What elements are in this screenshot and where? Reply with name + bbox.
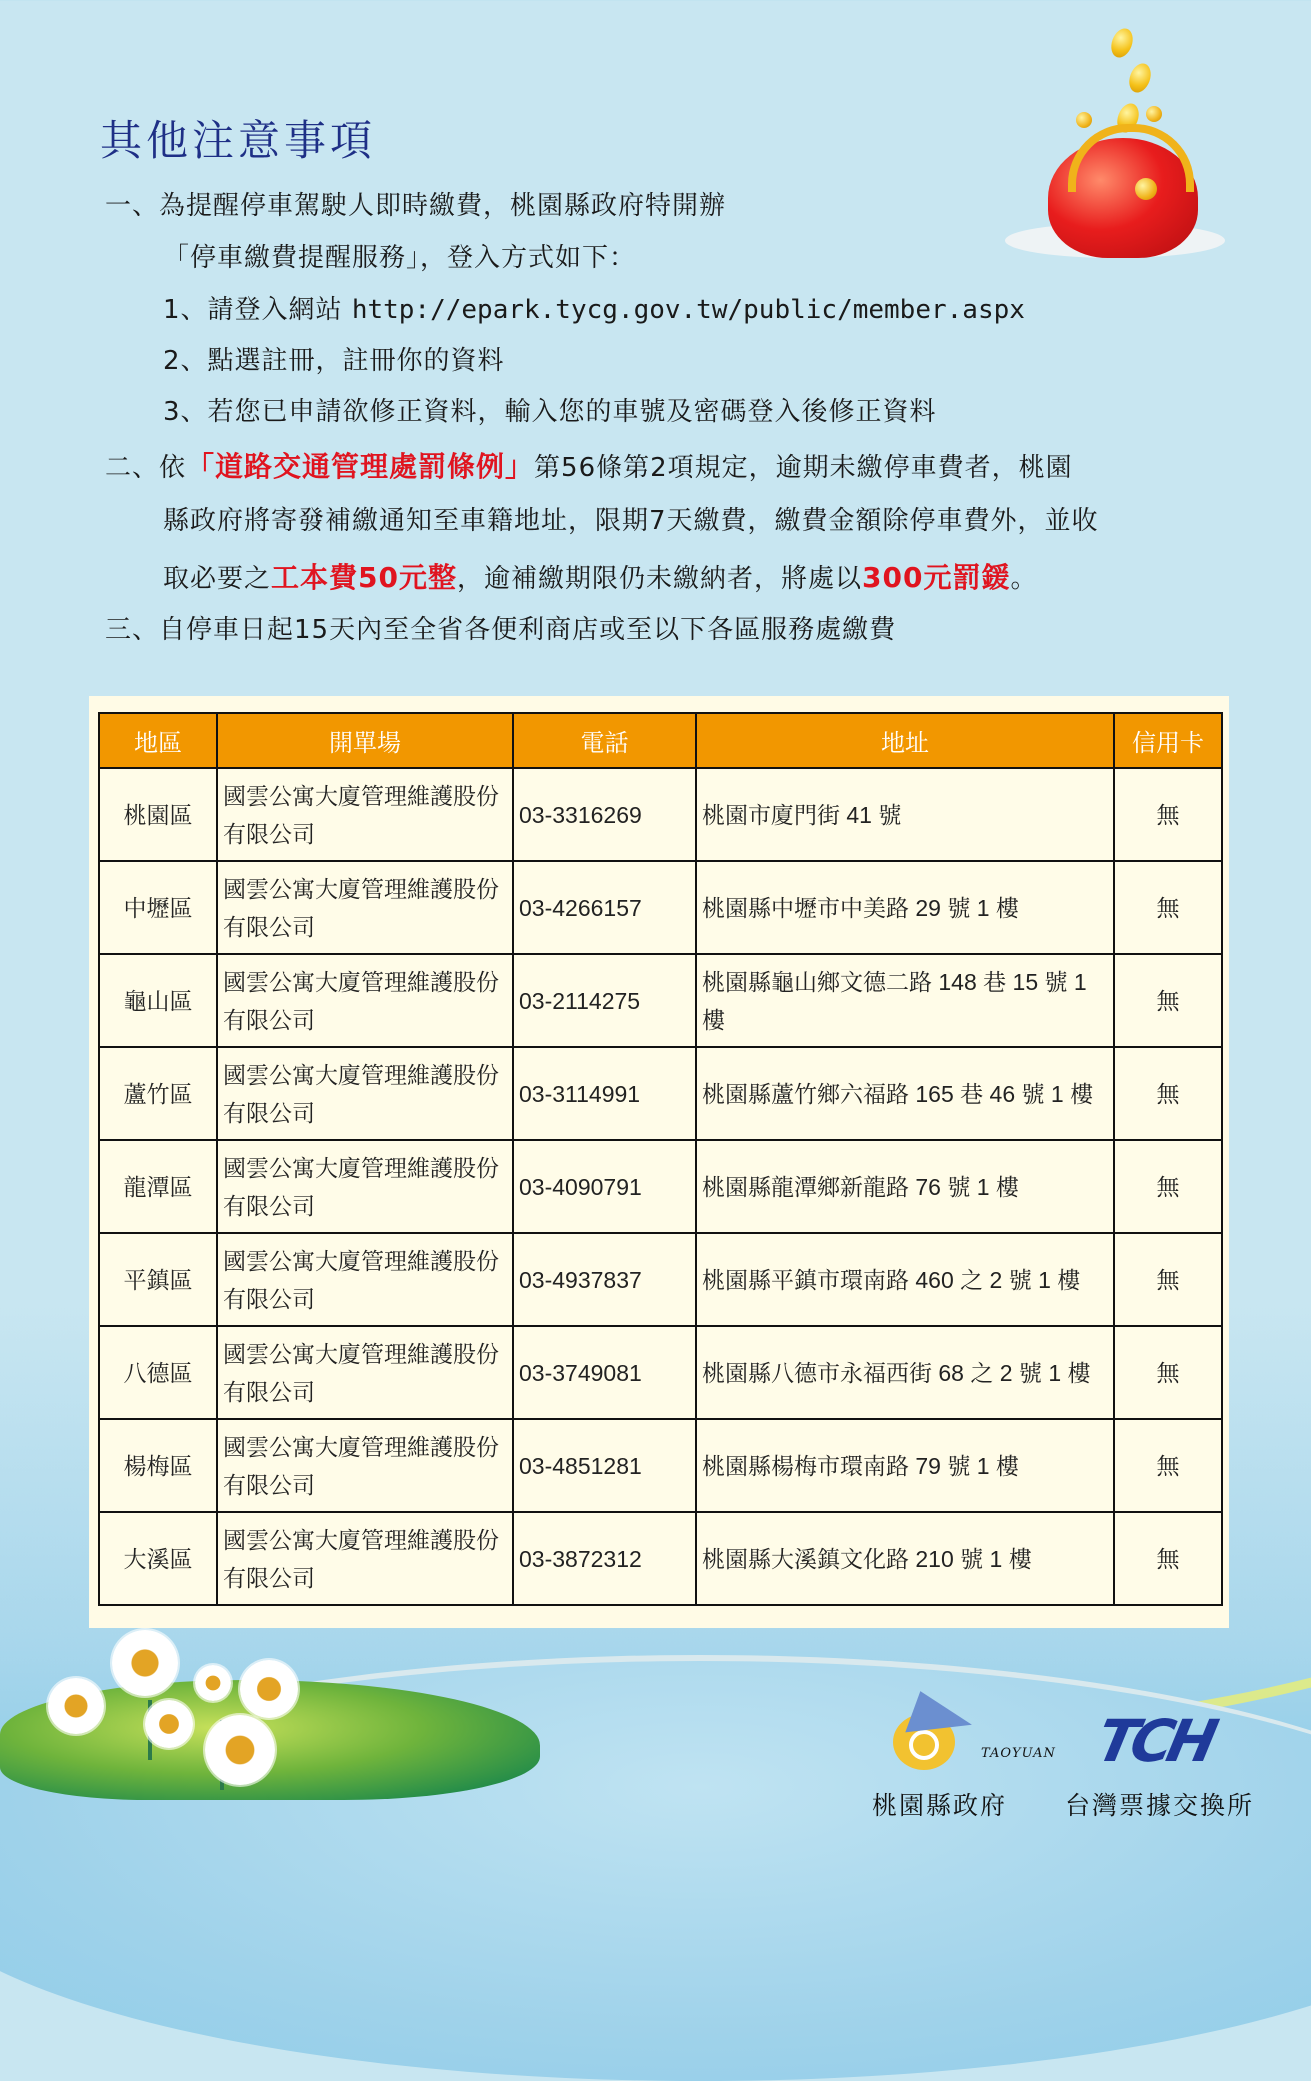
cell-address: 桃園縣中壢市中美路 29 號 1 樓	[696, 861, 1114, 954]
header-operator: 開單場	[217, 713, 513, 768]
step1-label: 1、請登入網站	[163, 295, 352, 325]
header-credit-card: 信用卡	[1114, 713, 1222, 768]
cell-operator: 國雲公寓大廈管理維護股份有限公司	[217, 768, 513, 861]
section2-line1-rest: 第56條第2項規定，逾期未繳停車費者，桃園	[534, 453, 1073, 483]
table-header-row	[99, 713, 1222, 768]
cell-region: 八德區	[99, 1326, 217, 1419]
section3-line: 三、自停車日起15天內至全省各便利商店或至以下各區服務處繳費	[105, 615, 897, 645]
processing-fee: 工本費50元整	[271, 561, 457, 594]
table-row	[99, 861, 1222, 954]
cell-phone: 03-4090791	[513, 1140, 696, 1233]
cell-credit-card: 無	[1114, 954, 1222, 1047]
table-row	[99, 1233, 1222, 1326]
daisy-flower-icon	[145, 1700, 193, 1748]
cell-phone: 03-4851281	[513, 1419, 696, 1512]
section2-prefix: 二、依	[105, 453, 187, 483]
taoyuan-wordmark: TAOYUAN	[981, 1746, 1056, 1761]
cell-phone: 03-4266157	[513, 861, 696, 954]
cell-credit-card: 無	[1114, 768, 1222, 861]
daisy-flower-icon	[112, 1630, 178, 1696]
law-name: 「道路交通管理處罰條例」	[186, 450, 535, 483]
section2-line3-c: 。	[1010, 564, 1038, 594]
cell-operator: 國雲公寓大廈管理維護股份有限公司	[217, 1233, 513, 1326]
cell-region: 中壢區	[99, 861, 217, 954]
table-row	[99, 954, 1222, 1047]
cell-phone: 03-2114275	[513, 954, 696, 1047]
cell-address: 桃園縣龜山鄉文德二路 148 巷 15 號 1 樓	[696, 954, 1114, 1047]
header-region: 地區	[99, 713, 217, 768]
coin-icon	[1125, 60, 1154, 95]
clasp-knob	[1146, 106, 1162, 122]
purse-clasp	[1068, 124, 1194, 192]
service-office-table	[98, 712, 1223, 1606]
cell-address: 桃園縣楊梅市環南路 79 號 1 樓	[696, 1419, 1114, 1512]
cell-phone: 03-3114991	[513, 1047, 696, 1140]
section2-line3	[163, 556, 1037, 596]
daisy-flower-icon	[48, 1678, 104, 1734]
daisy-flower-icon	[205, 1715, 275, 1785]
cell-credit-card: 無	[1114, 1047, 1222, 1140]
cell-address: 桃園縣龍潭鄉新龍路 76 號 1 樓	[696, 1140, 1114, 1233]
taiwan-clearing-house-label: 台灣票據交換所	[1065, 1791, 1255, 1820]
cell-address: 桃園縣平鎮市環南路 460 之 2 號 1 樓	[696, 1233, 1114, 1326]
section2-line2: 縣政府將寄發補繳通知至車籍地址，限期7天繳費，繳費金額除停車費外，並收	[163, 506, 1099, 536]
cell-operator: 國雲公寓大廈管理維護股份有限公司	[217, 1326, 513, 1419]
cell-operator: 國雲公寓大廈管理維護股份有限公司	[217, 954, 513, 1047]
clasp-knob	[1076, 112, 1092, 128]
section1-line2: 「停車繳費提醒服務」，登入方式如下：	[163, 243, 637, 273]
cell-address: 桃園縣八德市永福西街 68 之 2 號 1 樓	[696, 1326, 1114, 1419]
cell-region: 蘆竹區	[99, 1047, 217, 1140]
clasp-knob	[1135, 178, 1157, 200]
cell-operator: 國雲公寓大廈管理維護股份有限公司	[217, 1047, 513, 1140]
cell-region: 龍潭區	[99, 1140, 217, 1233]
section2-line1	[105, 445, 1073, 485]
cell-region: 桃園區	[99, 768, 217, 861]
cell-phone: 03-3316269	[513, 768, 696, 861]
cell-address: 桃園縣大溪鎮文化路 210 號 1 樓	[696, 1512, 1114, 1605]
cell-credit-card: 無	[1114, 861, 1222, 954]
tch-logo: TCH	[1090, 1707, 1218, 1775]
cell-credit-card: 無	[1114, 1233, 1222, 1326]
cell-credit-card: 無	[1114, 1419, 1222, 1512]
section1-line1: 一、為提醒停車駕駛人即時繳費，桃園縣政府特開辦	[105, 191, 727, 221]
cell-credit-card: 無	[1114, 1140, 1222, 1233]
member-url-link[interactable]: http://epark.tycg.gov.tw/public/member.aspx	[351, 295, 1025, 325]
cell-operator: 國雲公寓大廈管理維護股份有限公司	[217, 1419, 513, 1512]
cell-region: 平鎮區	[99, 1233, 217, 1326]
table-row	[99, 1419, 1222, 1512]
coin-icon	[1107, 25, 1136, 60]
cell-address: 桃園市廈門街 41 號	[696, 768, 1114, 861]
cell-region: 龜山區	[99, 954, 217, 1047]
cell-region: 大溪區	[99, 1512, 217, 1605]
cell-phone: 03-4937837	[513, 1233, 696, 1326]
table-row	[99, 1047, 1222, 1140]
daisy-flower-icon	[240, 1660, 298, 1718]
table-row	[99, 768, 1222, 861]
table-row	[99, 1140, 1222, 1233]
section1-step1	[163, 289, 1025, 326]
section2-line3-b: ，逾補繳期限仍未繳納者，將處以	[456, 564, 862, 594]
section1-step2: 2、點選註冊，註冊你的資料	[163, 346, 505, 376]
page-title: 其他注意事項	[100, 116, 377, 165]
cell-credit-card: 無	[1114, 1326, 1222, 1419]
section2-line3-a: 取必要之	[163, 564, 272, 594]
table-row	[99, 1326, 1222, 1419]
cell-address: 桃園縣蘆竹鄉六福路 165 巷 46 號 1 樓	[696, 1047, 1114, 1140]
table-row	[99, 1512, 1222, 1605]
coin-purse-illustration	[1000, 28, 1220, 258]
fine-amount: 300元罰鍰	[862, 561, 1011, 594]
cell-operator: 國雲公寓大廈管理維護股份有限公司	[217, 1140, 513, 1233]
cell-region: 楊梅區	[99, 1419, 217, 1512]
cell-phone: 03-3872312	[513, 1512, 696, 1605]
taoyuan-government-logo	[885, 1700, 1056, 1770]
section1-step3: 3、若您已申請欲修正資料，輸入您的車號及密碼登入後修正資料	[163, 397, 937, 427]
taoyuan-government-label: 桃園縣政府	[872, 1791, 1008, 1820]
cell-credit-card: 無	[1114, 1512, 1222, 1605]
cell-phone: 03-3749081	[513, 1326, 696, 1419]
cell-operator: 國雲公寓大廈管理維護股份有限公司	[217, 861, 513, 954]
header-address: 地址	[696, 713, 1114, 768]
header-phone: 電話	[513, 713, 696, 768]
cell-operator: 國雲公寓大廈管理維護股份有限公司	[217, 1512, 513, 1605]
daisy-flower-icon	[195, 1665, 231, 1701]
